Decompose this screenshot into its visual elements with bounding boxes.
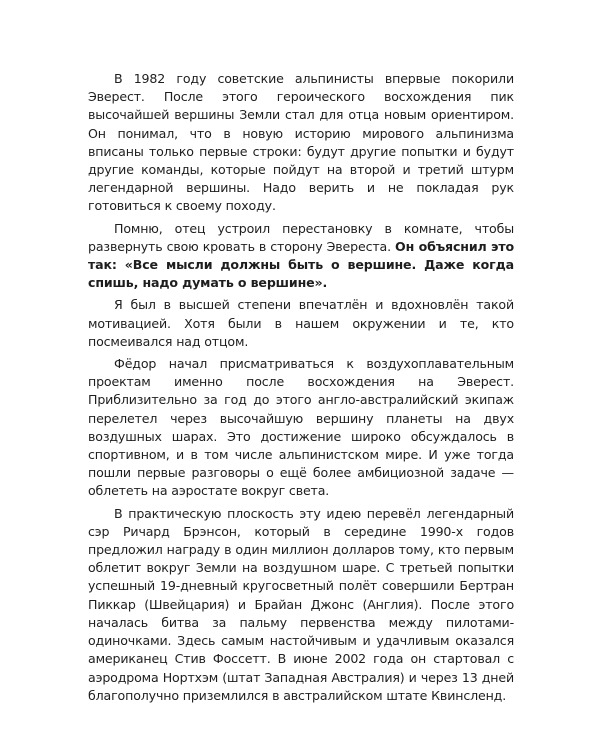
paragraph-2-bold-quote: Он объяснил это так: «Все мысли должны быть о вершине. Даже когда спишь, надо думать о вершине». <box>88 238 514 291</box>
paragraph-3 <box>88 296 514 351</box>
paragraph-5-text: В практическую плоскость эту идею перевёл легендарный сэр Ричард Брэнсон, который в середине 1990-х годов предложил награду в один миллион долларов тому, кто первым облетит вокруг Земли на воздушном шаре. С третьей попытки успешный 19-дневный кругосветный полёт совершили Бертран Пиккар (Швейцария) и Брайан Джонс (Англия). После этого началась битва за пальму первенства между пилотами-одиночками. Здесь самым настойчивым и удачливым оказался американец Стив Фоссетт. В июне 2002 года он стартовал с аэродрома Нортхэм (штат Западная Австралия) и через 13 дней благополучно приземлился в австралийском штате Квинсленд. <box>88 505 514 703</box>
paragraph-5 <box>88 505 514 705</box>
paragraph-2-text: Помню, отец устроил перестановку в комнате, чтобы развернуть свою кровать в сторону Эвереста. <box>88 220 514 254</box>
paragraph-3-text: Я был в высшей степени впечатлён и вдохновлён такой мотивацией. Хотя были в нашем окружении и те, кто посмеивался над отцом. <box>88 297 514 349</box>
paragraph-2 <box>88 220 514 293</box>
paragraph-1-text: В 1982 году советские альпинисты впервые покорили Эверест. После этого героического восхождения пик высочайшей вершины Земли стал для отца новым ориентиром. Он понимал, что в новую историю мирового альпинизма вписаны только первые строки: будут другие попытки и будут другие команды, которые пойдут на второй и третий штурм легендарной вершины. Надо верить и не покладая рук готовиться к своему походу. <box>88 71 514 214</box>
paragraph-4 <box>88 355 514 501</box>
paragraph-1 <box>88 70 514 216</box>
paragraph-4-text: Фёдор начал присматриваться к воздухоплавательным проектам именно после восхождения на Эверест. Приблизительно за год до этого англо-австралийский экипаж перелетел через высочайшую вершину планеты на двух воздушных шарах. Это достижение широко обсуждалось в спортивном, и в том числе альпинистском мире. И уже тогда пошли первые разговоры о ещё более амбициозной задаче — облететь на аэростате вокруг света. <box>88 356 514 499</box>
